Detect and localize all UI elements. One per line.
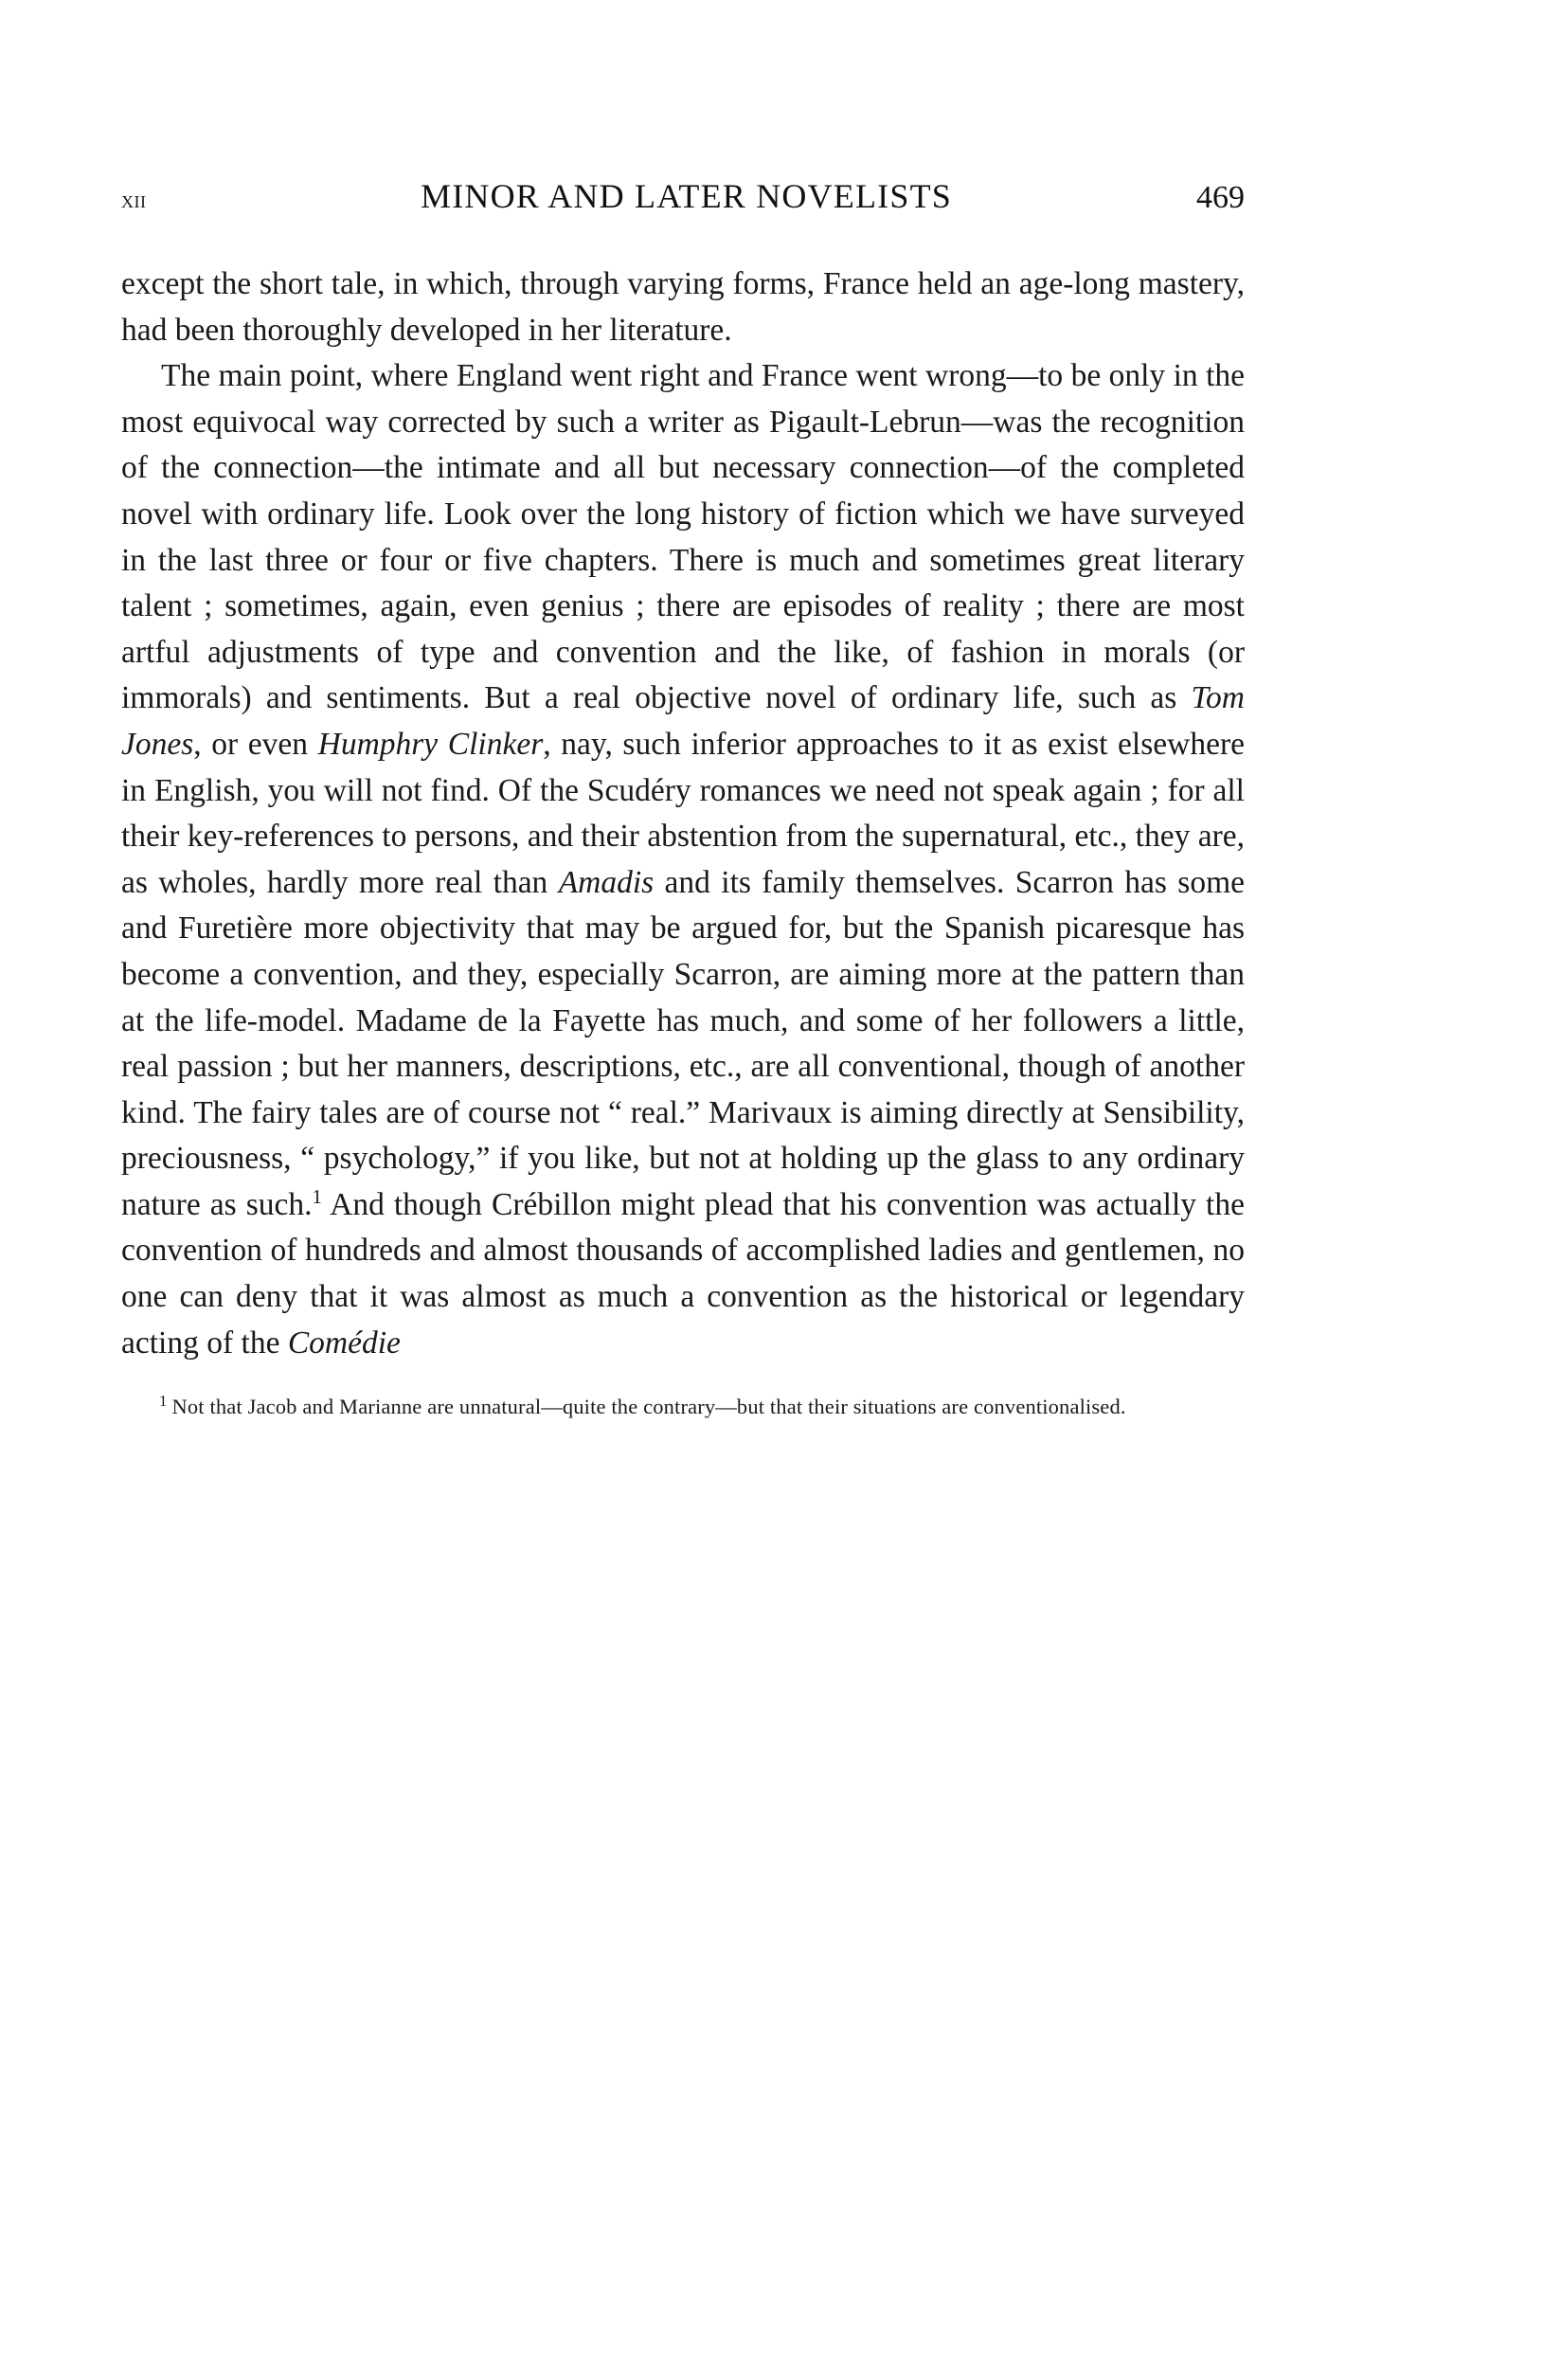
paragraph-run: The main point, where England went right and France went wrong—to be only in the most equivocal way corrected by such a writer as Pigault-Lebrun—was the recognition of the connection—the intimate and all but necessary connection—of the completed novel with ordinary life. Look over the long history of fiction which we have surveyed in the last three or four or five chapters. There is much and sometimes great literary talent ; sometimes, again, even genius ; there are episodes of reality ; there are most artful adjustments of type and convention and the like, of fashion in morals (or immorals) and sentiments. But a real objective novel of ordinary life, such as [121,358,1245,716]
page-content [121,176,1245,1422]
page-number: 469 [1196,180,1245,215]
paragraph-continuation [121,261,1245,353]
book-title-tom-jones: Tom Jones [121,680,1245,762]
footnote-text: Not that Jacob and Marianne are unnatural—quite the contrary—but that their situations are conventionalised. [171,1395,1126,1419]
footnote [121,1391,1245,1422]
paragraph-run: And though Crébillon might plead that his convention was actually the convention of hundreds and almost thousands of accomplished ladies and gentlemen, no one can deny that it was almost as much a convention as the historical or legendary acting of the [121,1186,1245,1361]
paragraph-run: and its family themselves. Scarron has some and Furetière more objectivity that may be argued for, but the Spanish picaresque has become a convention, and they, especially Scarron, are aiming more at the pattern than at the life-model. Madame de la Fayette has much, and some of her followers a little, real passion ; but her manners, descriptions, etc., are all conventional, though of another kind. The fairy tales are of course not “ real.” Marivaux is aiming directly at Sensibility, preciousness, “ psychology,” if you like, but not at holding up the glass to any ordinary nature as such. [121,864,1245,1222]
chapter-numeral: xii [121,188,147,213]
footnote-reference-marker[interactable]: 1 [312,1185,322,1208]
book-title-amadis: Amadis [558,864,655,900]
footnote-body [121,1391,1245,1422]
paragraph-text: except the short tale, in which, through varying forms, France held an age-long mastery, had been thoroughly developed in her literature. [121,266,1245,348]
paragraph-run: , or even [193,726,318,762]
running-head [121,176,1245,216]
book-title-humphry-clinker: Humphry Clinker [317,726,544,762]
footnote-marker: 1 [159,1391,168,1410]
paragraph-run: , nay, such inferior approaches to it as exist elsewhere in English, you will not find. Of the Scudéry romances we need not speak again ; for all their key-references to persons, and their abstention from the supernatural, etc., they are, as wholes, hardly more real than [121,726,1245,900]
body-text [121,261,1245,1366]
book-title-comedie: Comédie [287,1325,401,1361]
paragraph-main [121,353,1245,1366]
page-title: MINOR AND LATER NOVELISTS [421,177,952,215]
